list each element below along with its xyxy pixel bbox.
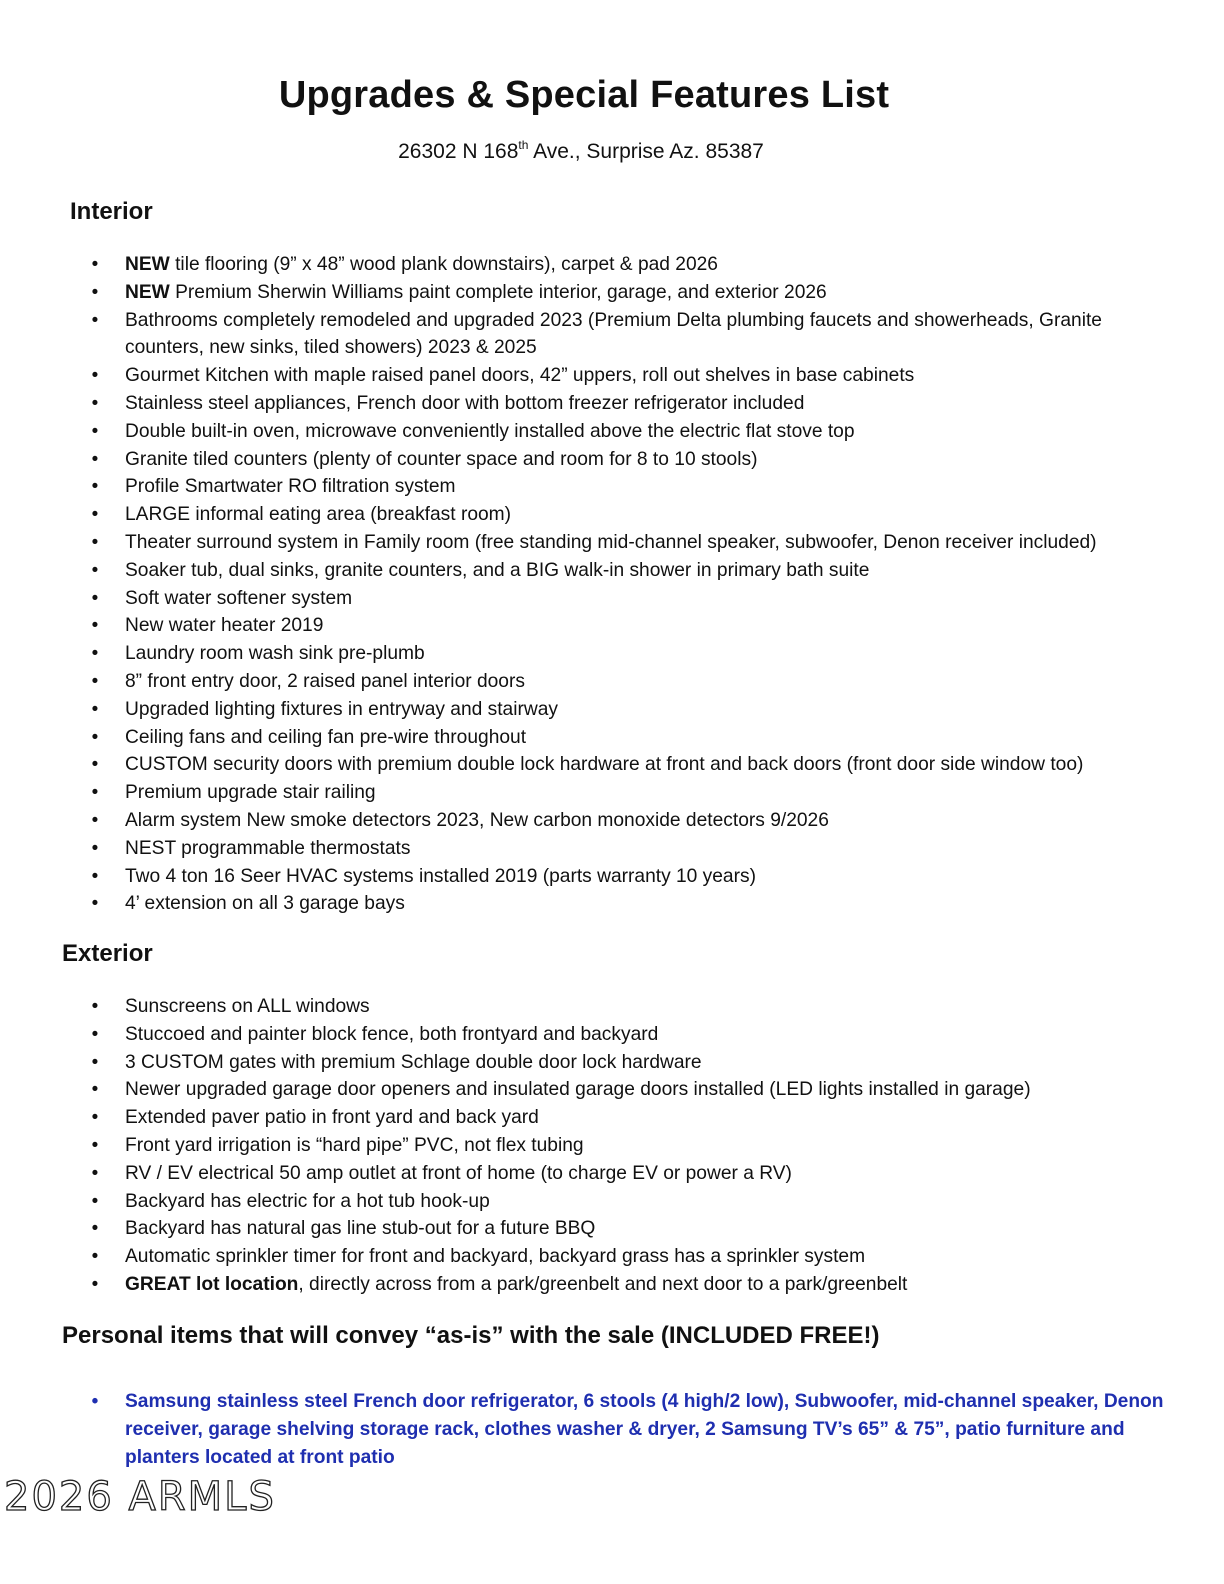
item-text: NEST programmable thermostats <box>125 837 411 859</box>
interior-list-item <box>88 779 1178 807</box>
bullet-icon: • <box>91 865 99 887</box>
bullet-icon: • <box>91 281 99 303</box>
interior-list-item <box>88 279 1178 307</box>
item-text: Laundry room wash sink pre-plumb <box>125 643 425 665</box>
bullet-icon: • <box>91 996 99 1017</box>
bullet-icon: • <box>91 1190 99 1212</box>
bullet-icon: • <box>91 587 99 609</box>
interior-list-item <box>88 585 1178 613</box>
address-prefix: 26302 N 168 <box>398 140 519 163</box>
bullet-icon: • <box>91 1134 99 1156</box>
bullet-icon: • <box>91 615 99 637</box>
bullet-icon: • <box>91 1079 99 1101</box>
interior-list-item <box>88 501 1178 529</box>
bullet-icon: • <box>91 837 99 859</box>
bullet-icon: • <box>91 254 99 275</box>
item-text: Two 4 ton 16 Seer HVAC systems installed 2019 (parts warranty 10 years) <box>125 865 756 887</box>
interior-list-item <box>88 640 1178 668</box>
item-text: Extended paver patio in front yard and back yard <box>125 1107 539 1129</box>
address-ordinal-suffix: th <box>518 138 529 152</box>
item-text: Stainless steel appliances, French door with bottom freezer refrigerator included <box>125 392 805 414</box>
interior-list-item <box>88 890 1178 918</box>
item-text: Alarm system New smoke detectors 2023, New carbon monoxide detectors 9/2026 <box>125 809 829 831</box>
item-text: Ceiling fans and ceiling fan pre-wire throughout <box>125 726 527 748</box>
item-text: RV / EV electrical 50 amp outlet at front of home (to charge EV or power a RV) <box>125 1162 792 1184</box>
item-text: Double built-in oven, microwave conveniently installed above the electric flat stove top <box>125 420 855 442</box>
interior-list-item <box>88 668 1178 696</box>
exterior-list-item <box>88 1215 1178 1243</box>
bullet-icon: • <box>91 1218 99 1240</box>
exterior-list-item <box>88 1243 1178 1271</box>
bullet-icon: • <box>91 392 99 414</box>
item-text: , directly across from a park/greenbelt and next door to a park/greenbelt <box>298 1273 908 1295</box>
interior-list-item <box>88 307 1178 363</box>
exterior-heading: Exterior <box>62 940 153 967</box>
exterior-list-item <box>88 1160 1178 1188</box>
interior-list-item <box>88 612 1178 640</box>
item-text: Gourmet Kitchen with maple raised panel doors, 42” uppers, roll out shelves in base cabinets <box>125 365 915 387</box>
watermark: 2026 ARMLS <box>4 1474 276 1520</box>
bullet-icon: • <box>91 643 99 665</box>
document-title: Upgrades & Special Features List <box>278 74 890 116</box>
item-text: Soft water softener system <box>125 587 353 609</box>
item-text: Premium upgrade stair railing <box>125 782 376 804</box>
item-text: Upgraded lighting fixtures in entryway and stairway <box>125 698 559 720</box>
bullet-icon: • <box>91 476 99 498</box>
item-text: LARGE informal eating area (breakfast room) <box>125 504 512 526</box>
interior-heading: Interior <box>70 198 153 225</box>
item-bold-text: GREAT lot location <box>125 1273 299 1295</box>
exterior-list-item <box>88 1076 1178 1104</box>
property-address <box>0 138 1162 164</box>
item-text: Bathrooms completely remodeled and upgraded 2023 (Premium Delta plumbing faucets and showerheads, Granite counters, new sinks, tiled showers) 2023 & 2025 <box>125 309 1102 359</box>
item-text: CUSTOM security doors with premium double lock hardware at front and back doors (front door side window too) <box>125 754 1084 776</box>
item-bold-text: NEW <box>125 281 170 303</box>
item-text: 3 CUSTOM gates with premium Schlage double door lock hardware <box>125 1051 702 1073</box>
bullet-icon: • <box>91 448 99 470</box>
interior-list-item <box>88 529 1178 557</box>
bullet-icon: • <box>91 1107 99 1129</box>
interior-list-item <box>88 557 1178 585</box>
interior-list-item <box>88 696 1178 724</box>
bullet-icon: • <box>91 1023 99 1045</box>
item-text: Theater surround system in Family room (free standing mid-channel speaker, subwoofer, Denon receiver included) <box>125 531 1097 553</box>
personal-list-item <box>88 1388 1178 1471</box>
bullet-icon: • <box>91 1246 99 1268</box>
exterior-list-item <box>88 1132 1178 1160</box>
address-suffix: Ave., Surprise Az. 85387 <box>528 140 764 163</box>
bullet-icon: • <box>91 504 99 526</box>
item-text: Stuccoed and painter block fence, both frontyard and backyard <box>125 1023 659 1045</box>
item-text: Soaker tub, dual sinks, granite counters, and a BIG walk-in shower in primary bath suite <box>125 559 870 581</box>
bullet-icon: • <box>91 782 99 804</box>
bullet-icon: • <box>91 1051 99 1073</box>
item-text: 8” front entry door, 2 raised panel interior doors <box>125 670 525 692</box>
bullet-icon: • <box>91 1391 99 1412</box>
item-text: New water heater 2019 <box>125 615 324 637</box>
exterior-feature-list <box>88 993 1178 1299</box>
bullet-icon: • <box>91 893 99 915</box>
interior-list-item <box>88 751 1178 779</box>
exterior-list-item <box>88 1049 1178 1077</box>
interior-feature-list <box>88 251 1178 918</box>
exterior-list-item <box>88 993 1178 1021</box>
interior-list-item <box>88 390 1178 418</box>
interior-list-item <box>88 724 1178 752</box>
item-text: Front yard irrigation is “hard pipe” PVC, not flex tubing <box>125 1134 584 1156</box>
item-text: Profile Smartwater RO filtration system <box>125 476 456 498</box>
item-text: Backyard has natural gas line stub-out for a future BBQ <box>125 1218 596 1240</box>
bullet-icon: • <box>91 559 99 581</box>
bullet-icon: • <box>91 754 99 776</box>
bullet-icon: • <box>91 420 99 442</box>
bullet-icon: • <box>91 365 99 387</box>
item-text: Sunscreens on ALL windows <box>125 996 370 1017</box>
bullet-icon: • <box>91 809 99 831</box>
item-text: Automatic sprinkler timer for front and backyard, backyard grass has a sprinkler system <box>125 1246 866 1268</box>
bullet-icon: • <box>91 531 99 553</box>
item-text: Premium Sherwin Williams paint complete interior, garage, and exterior 2026 <box>169 281 827 303</box>
interior-list-item <box>88 418 1178 446</box>
interior-list-item <box>88 446 1178 474</box>
interior-list-item <box>88 863 1178 891</box>
interior-list-item <box>88 835 1178 863</box>
personal-items-list <box>88 1388 1178 1471</box>
item-text: Backyard has electric for a hot tub hook-up <box>125 1190 490 1212</box>
bullet-icon: • <box>91 698 99 720</box>
interior-list-item <box>88 362 1178 390</box>
personal-items-heading: Personal items that will convey “as-is” with the sale (INCLUDED FREE!) <box>62 1322 880 1349</box>
bullet-icon: • <box>91 1162 99 1184</box>
item-text: Samsung stainless steel French door refrigerator, 6 stools (4 high/2 low), Subwoofer, mid-channel speaker, Denon receiver, garage shelving storage rack, clothes washer & dryer, 2 Samsung TV’s 65” & 75”, patio furniture and planters located at front patio <box>125 1391 1164 1468</box>
exterior-list-item <box>88 1021 1178 1049</box>
bullet-icon: • <box>91 726 99 748</box>
interior-list-item <box>88 807 1178 835</box>
exterior-list-item <box>88 1188 1178 1216</box>
exterior-list-item <box>88 1271 1178 1299</box>
item-text: Granite tiled counters (plenty of counter space and room for 8 to 10 stools) <box>125 448 758 470</box>
item-text: Newer upgraded garage door openers and insulated garage doors installed (LED lights installed in garage) <box>125 1079 1031 1101</box>
bullet-icon: • <box>91 1273 99 1295</box>
item-text: 4’ extension on all 3 garage bays <box>125 893 405 915</box>
item-bold-text: NEW <box>125 254 170 275</box>
bullet-icon: • <box>91 309 99 331</box>
item-text: tile flooring (9” x 48” wood plank downstairs), carpet & pad 2026 <box>169 254 718 275</box>
interior-list-item <box>88 251 1178 279</box>
exterior-list-item <box>88 1104 1178 1132</box>
interior-list-item <box>88 473 1178 501</box>
bullet-icon: • <box>91 670 99 692</box>
